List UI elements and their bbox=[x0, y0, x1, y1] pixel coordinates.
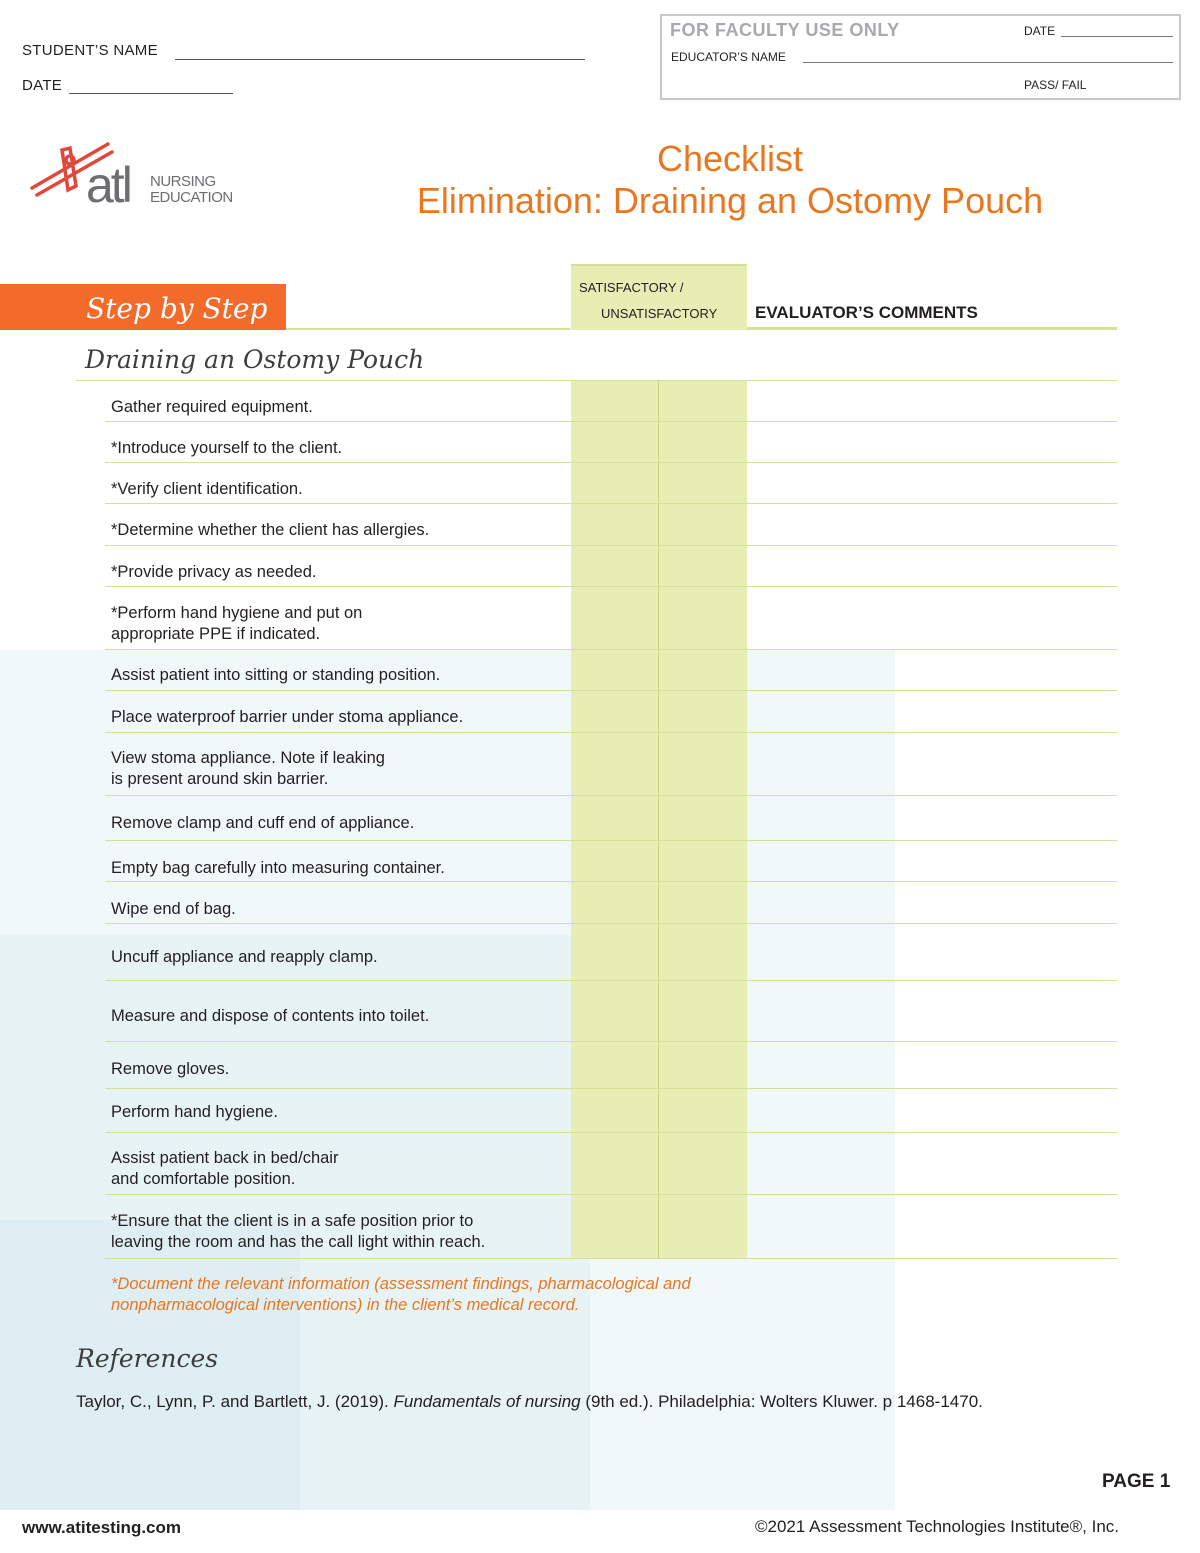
row-divider bbox=[105, 545, 1117, 546]
step-text: Remove clamp and cuff end of appliance. bbox=[111, 814, 415, 832]
row-divider bbox=[105, 980, 1117, 981]
row-divider bbox=[105, 1088, 1117, 1089]
student-name-label: STUDENT’S NAME bbox=[22, 42, 158, 59]
date-label: DATE bbox=[22, 77, 63, 94]
step-text: *Perform hand hygiene and put on bbox=[111, 604, 363, 622]
documentation-note bbox=[111, 1274, 691, 1316]
step-text: Place waterproof barrier under stoma appliance. bbox=[111, 708, 464, 726]
step-text: *Provide privacy as needed. bbox=[111, 563, 317, 581]
step-text: leaving the room and has the call light within reach. bbox=[111, 1233, 486, 1251]
step-by-step-label: Step by Step bbox=[86, 292, 268, 325]
row-divider bbox=[105, 503, 1117, 504]
row-divider bbox=[105, 923, 1117, 924]
satisfactory-label: SATISFACTORY / bbox=[579, 280, 684, 295]
educator-name-field[interactable] bbox=[803, 62, 1173, 63]
faculty-title: FOR FACULTY USE ONLY bbox=[670, 20, 900, 40]
faculty-date-label: DATE bbox=[1024, 24, 1056, 38]
website-link[interactable]: www.atitesting.com bbox=[22, 1518, 182, 1537]
step-text: is present around skin barrier. bbox=[111, 770, 329, 788]
faculty-use-box bbox=[660, 14, 1181, 100]
pass-fail-label: PASS/ FAIL bbox=[1024, 78, 1087, 92]
row-divider bbox=[105, 795, 1117, 796]
date-field[interactable] bbox=[69, 93, 233, 94]
row-divider bbox=[105, 421, 1117, 422]
student-name-field[interactable] bbox=[175, 59, 585, 60]
section-title: Draining an Ostomy Pouch bbox=[85, 345, 425, 374]
reference-citation bbox=[76, 1392, 983, 1412]
page-title: Checklist bbox=[656, 138, 804, 179]
faculty-date-field[interactable] bbox=[1061, 36, 1173, 37]
citation-publisher: (9th ed.). Philadelphia: Wolters Kluwer. p 1468-1470. bbox=[580, 1392, 983, 1411]
row-divider bbox=[105, 649, 1117, 650]
page-subtitle: Elimination: Draining an Ostomy Pouch bbox=[416, 180, 1044, 221]
evaluator-comments-header: EVALUATOR’S COMMENTS bbox=[755, 303, 978, 322]
step-text: *Determine whether the client has allergies. bbox=[111, 521, 430, 539]
step-text: Assist patient back in bed/chair bbox=[111, 1149, 339, 1167]
row-divider bbox=[105, 1132, 1117, 1133]
step-text: Uncuff appliance and reapply clamp. bbox=[111, 948, 378, 966]
citation-authors: Taylor, C., Lynn, P. and Bartlett, J. (2019). bbox=[76, 1392, 394, 1411]
step-text: Remove gloves. bbox=[111, 1060, 230, 1078]
svg-text:NURSING: NURSING bbox=[150, 173, 216, 190]
step-text: *Verify client identification. bbox=[111, 480, 303, 498]
step-text: *Introduce yourself to the client. bbox=[111, 439, 343, 457]
row-divider bbox=[105, 881, 1117, 882]
page-number: PAGE 1 bbox=[1102, 1471, 1171, 1492]
satisfactory-header bbox=[571, 264, 747, 330]
column-divider bbox=[658, 381, 659, 1259]
step-by-step-banner bbox=[0, 284, 286, 330]
atl-nursing-education-logo bbox=[28, 140, 248, 210]
row-divider bbox=[105, 1194, 1117, 1195]
step-text: appropriate PPE if indicated. bbox=[111, 625, 321, 643]
note-line: *Document the relevant information (assessment findings, pharmacological and bbox=[111, 1275, 691, 1293]
row-divider bbox=[105, 1041, 1117, 1042]
divider bbox=[747, 327, 1117, 330]
step-text: Wipe end of bag. bbox=[111, 900, 236, 918]
step-text: *Ensure that the client is in a safe position prior to bbox=[111, 1212, 474, 1230]
row-divider bbox=[105, 732, 1117, 733]
satisfactory-column[interactable] bbox=[571, 381, 747, 1259]
references-title: References bbox=[76, 1344, 219, 1373]
step-text: Gather required equipment. bbox=[111, 398, 313, 416]
citation-title: Fundamentals of nursing bbox=[393, 1392, 581, 1411]
svg-text:atl: atl bbox=[86, 157, 130, 210]
note-line: nonpharmacological interventions) in the client’s medical record. bbox=[111, 1296, 580, 1314]
step-text: Perform hand hygiene. bbox=[111, 1103, 278, 1121]
step-text: Assist patient into sitting or standing position. bbox=[111, 666, 441, 684]
row-divider bbox=[105, 690, 1117, 691]
step-text: Measure and dispose of contents into toilet. bbox=[111, 1007, 430, 1025]
copyright-text: ©2021 Assessment Technologies Institute®, Inc. bbox=[755, 1517, 1119, 1536]
svg-text:EDUCATION: EDUCATION bbox=[150, 189, 233, 206]
row-divider bbox=[105, 462, 1117, 463]
row-divider bbox=[105, 586, 1117, 587]
row-divider bbox=[105, 1258, 1117, 1259]
unsatisfactory-label: UNSATISFACTORY bbox=[601, 306, 718, 321]
educator-name-label: EDUCATOR’S NAME bbox=[671, 50, 786, 64]
row-divider bbox=[105, 840, 1117, 841]
step-text: View stoma appliance. Note if leaking bbox=[111, 749, 385, 767]
divider bbox=[286, 328, 570, 330]
step-text: Empty bag carefully into measuring container. bbox=[111, 859, 445, 877]
step-text: and comfortable position. bbox=[111, 1170, 296, 1188]
